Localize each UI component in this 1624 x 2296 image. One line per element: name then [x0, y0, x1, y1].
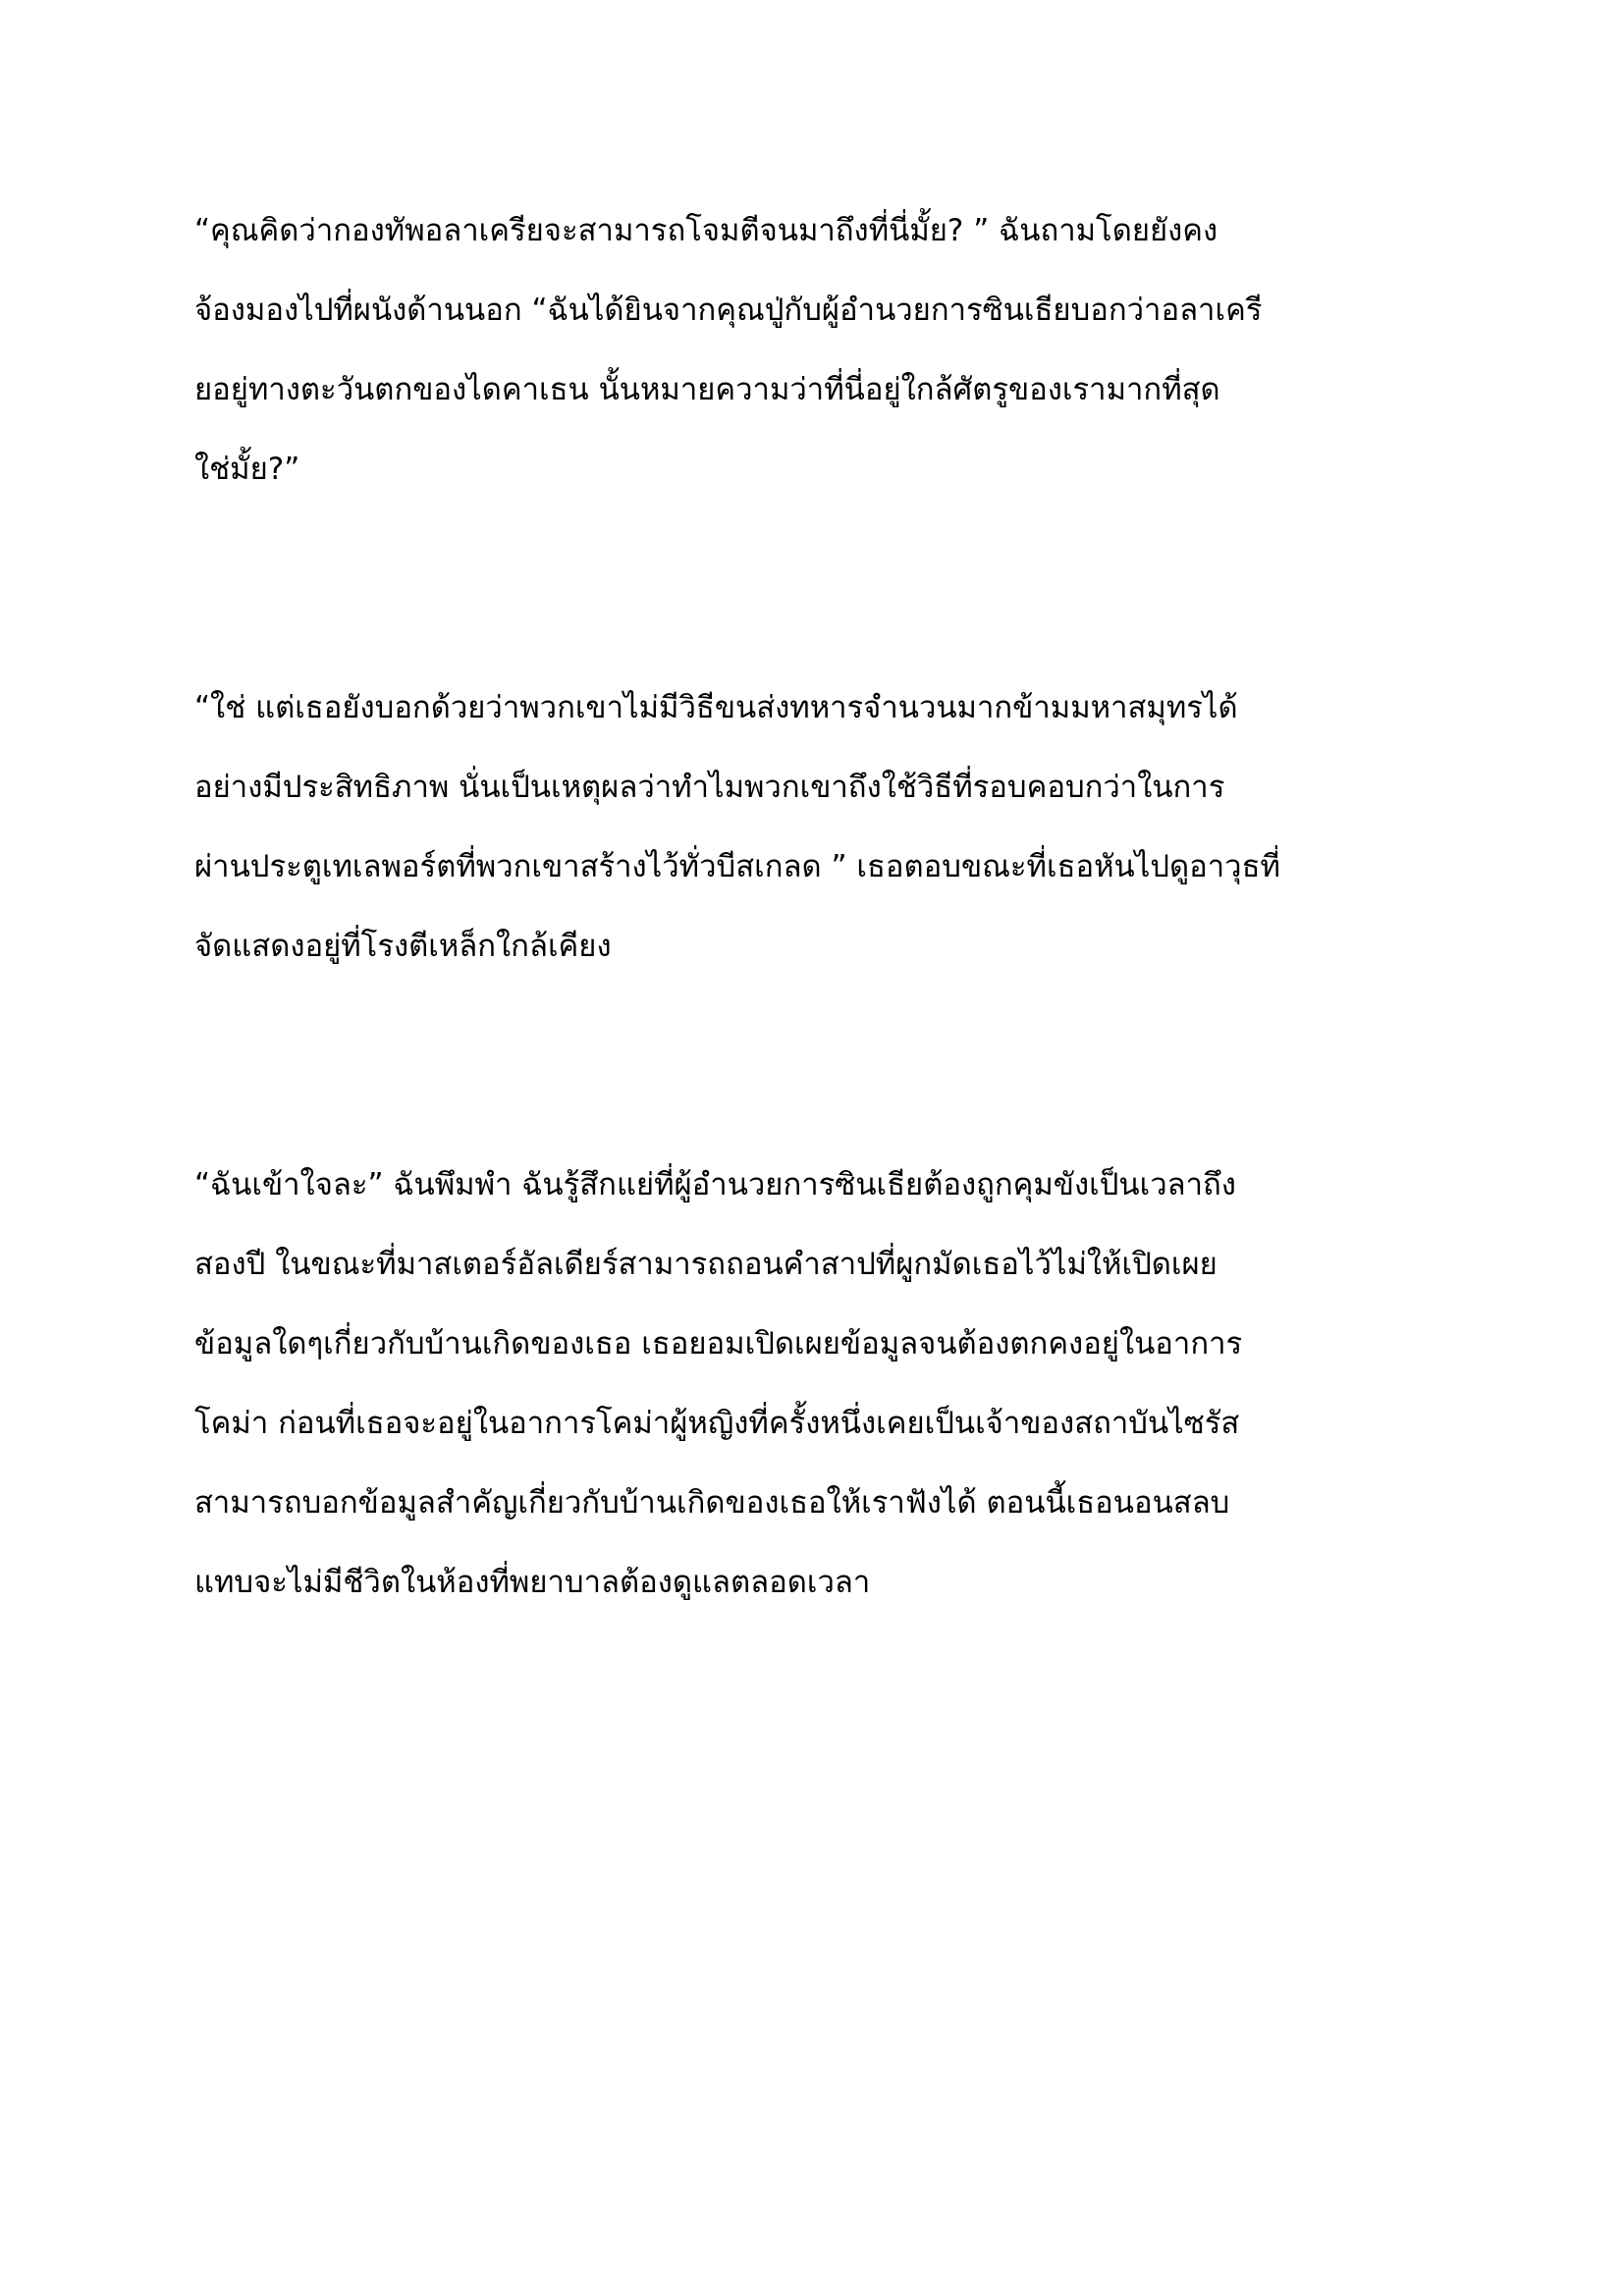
paragraph-3 [194, 1146, 1471, 1623]
paragraph-line: จ้องมองไปที่ผนังด้านนอก “ฉันได้ยินจากคุณปู่กับผู้อำนวยการซินเธียบอกว่าอลาเครี [194, 293, 1263, 328]
paragraph-spacer [194, 509, 1471, 668]
paragraph-line: “ใช่ แต่เธอยังบอกด้วยว่าพวกเขาไม่มีวิธีขนส่งทหารจำนวนมากข้ามมหาสมุทรได้ [194, 690, 1238, 725]
paragraph-1 [194, 191, 1471, 509]
paragraph-line: โคม่า ก่อนที่เธอจะอยู่ในอาการโคม่าผู้หญิงที่ครั้งหนึ่งเคยเป็นเจ้าของสถาบันไซรัส [194, 1406, 1240, 1441]
paragraph-line: ใช่มั้ย?” [194, 452, 300, 487]
paragraph-line: “คุณคิดว่ากองทัพอลาเครียจะสามารถโจมตีจนมาถึงที่นี่มั้ย? ” ฉันถามโดยยังคง [194, 213, 1218, 248]
document-body [194, 191, 1471, 1623]
paragraph-line: อย่างมีประสิทธิภาพ นั่นเป็นเหตุผลว่าทำไมพวกเขาถึงใช้วิธีที่รอบคอบกว่าในการ [194, 770, 1225, 805]
paragraph-line: ยอยู่ทางตะวันตกของไดคาเธน นั้นหมายความว่าที่นี่อยู่ใกล้ศัตรูของเรามากที่สุด [194, 372, 1220, 407]
paragraph-line: จัดแสดงอยู่ที่โรงตีเหล็กใกล้เคียง [194, 929, 612, 964]
paragraph-2 [194, 668, 1471, 987]
paragraph-line: สามารถบอกข้อมูลสำคัญเกี่ยวกับบ้านเกิดของเธอให้เราฟังได้ ตอนนี้เธอนอนสลบ [194, 1485, 1230, 1521]
paragraph-line: ผ่านประตูเทเลพอร์ตที่พวกเขาสร้างไว้ทั่วบีสเกลด ” เธอตอบขณะที่เธอหันไปดูอาวุธที่ [194, 849, 1280, 884]
paragraph-spacer [194, 987, 1471, 1146]
paragraph-line: “ฉันเข้าใจละ” ฉันพึมพำ ฉันรู้สึกแย่ที่ผู้อำนวยการซินเธียต้องถูกคุมขังเป็นเวลาถึง [194, 1167, 1236, 1202]
paragraph-line: แทบจะไม่มีชีวิตในห้องที่พยาบาลต้องดูแลตลอดเวลา [194, 1565, 871, 1600]
paragraph-line: สองปี ในขณะที่มาสเตอร์อัลเดียร์สามารถถอนคำสาปที่ผูกมัดเธอไว้ไม่ให้เปิดเผย [194, 1247, 1218, 1282]
paragraph-line: ข้อมูลใดๆเกี่ยวกับบ้านเกิดของเธอ เธอยอมเปิดเผยข้อมูลจนต้องตกคงอยู่ในอาการ [194, 1326, 1243, 1362]
